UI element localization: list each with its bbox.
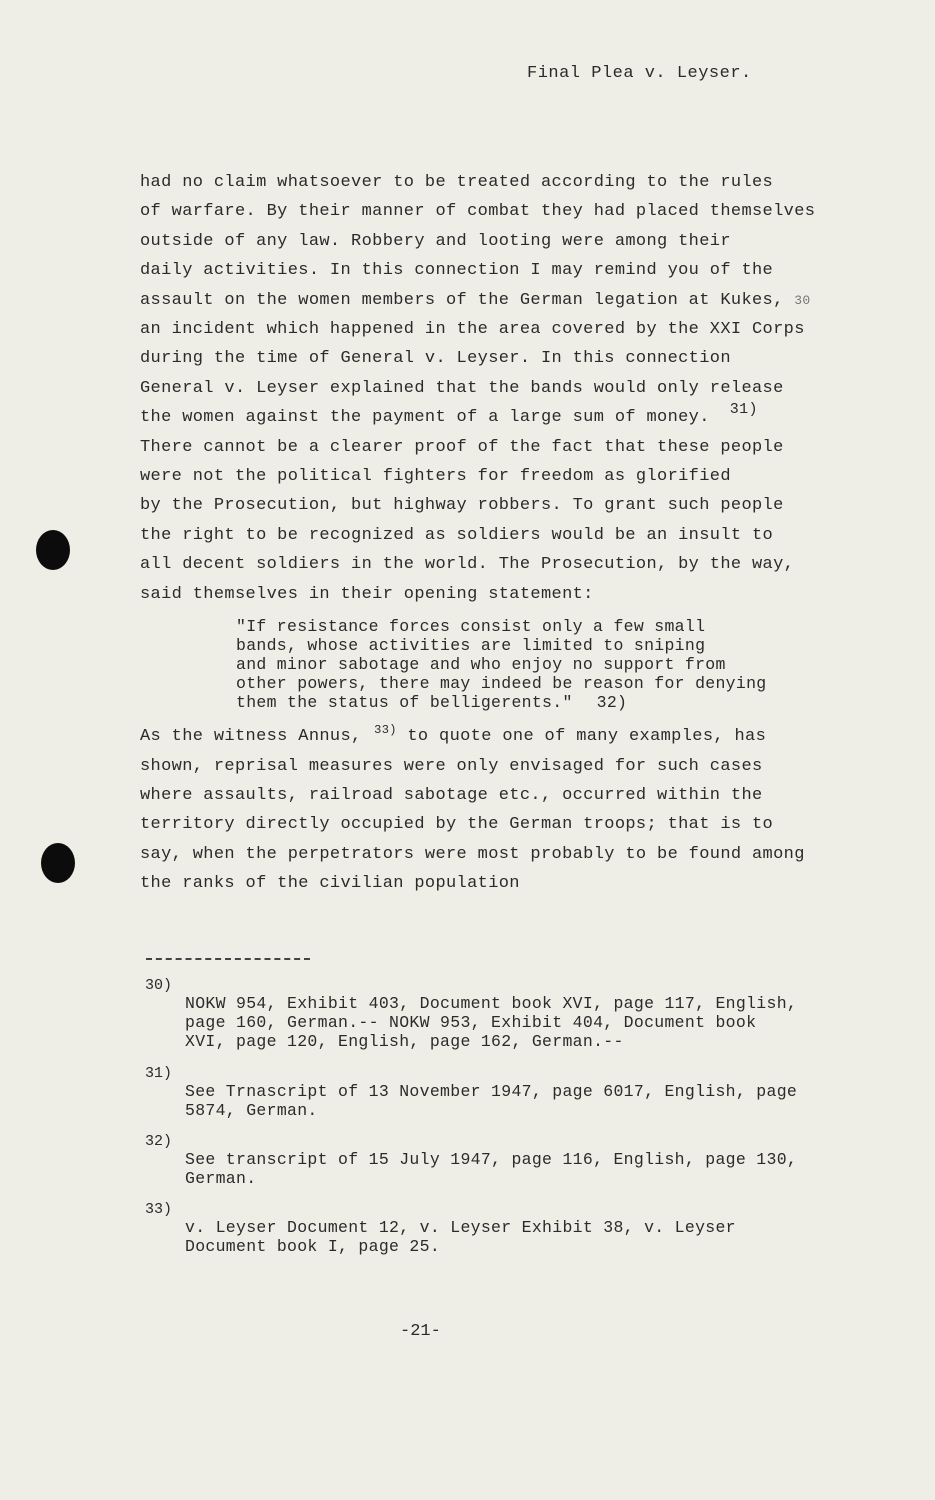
- text-line: of warfare. By their manner of combat they had placed themselves: [140, 202, 816, 222]
- quote-line: them the status of belligerents." 32): [236, 693, 628, 713]
- footnote-line: 5874, German.: [185, 1101, 318, 1120]
- footnote-divider: [146, 958, 310, 960]
- footnote-number: 33): [145, 1201, 173, 1218]
- page-header: Final Plea v. Leyser.: [527, 64, 752, 83]
- text-line: shown, reprisal measures were only envisaged for such cases: [140, 756, 763, 776]
- footnote-number: 30): [145, 977, 173, 994]
- footnote-31: [145, 1066, 905, 1120]
- footnote-ref-32: 32): [596, 693, 628, 713]
- text-line: were not the political fighters for freedom as glorified: [140, 467, 731, 487]
- footnote-line: v. Leyser Document 12, v. Leyser Exhibit 38, v. Leyser: [185, 1218, 736, 1237]
- text-line: General v. Leyser explained that the bands would only release: [140, 378, 784, 398]
- quote-line: bands, whose activities are limited to sniping: [236, 636, 706, 656]
- text-line: an incident which happened in the area covered by the XXI Corps: [140, 320, 805, 340]
- margin-reference: 30: [794, 292, 811, 308]
- quote-line: other powers, there may indeed be reason for denying: [236, 674, 767, 694]
- text-line: There cannot be a clearer proof of the fact that these people: [140, 437, 784, 457]
- text-line: assault on the women members of the German legation at Kukes, $^{30}$: [140, 290, 811, 310]
- punch-hole-lower: [41, 843, 75, 883]
- footnote-line: German.: [185, 1169, 257, 1188]
- text-line: the women against the payment of a large sum of money. 31): [140, 401, 758, 428]
- text-line: had no claim whatsoever to be treated according to the rules: [140, 173, 774, 192]
- text-line: during the time of General v. Leyser. In this connection: [140, 349, 731, 369]
- text-line: the right to be recognized as soldiers would be an insult to: [140, 525, 774, 545]
- footnote-number: 31): [145, 1065, 173, 1082]
- footnote-line: page 160, German.-- NOKW 953, Exhibit 404, Document book: [185, 1013, 757, 1032]
- footnote-line: See transcript of 15 July 1947, page 116, English, page 130,: [185, 1150, 798, 1169]
- quote-line: and minor sabotage and who enjoy no support from: [236, 655, 726, 675]
- text-line: said themselves in their opening statement:: [140, 584, 594, 604]
- punch-hole-upper: [36, 530, 70, 570]
- text-line: say, when the perpetrators were most probably to be found among: [140, 844, 805, 864]
- footnote-33: [145, 1202, 905, 1256]
- footnote-ref-33: 33): [374, 723, 397, 738]
- text-line: As the witness Annus, $^{33)}$ to quote one of many examples, has: [140, 723, 767, 747]
- text-line: the ranks of the civilian population: [140, 874, 520, 894]
- text-line: daily activities. In this connection I may remind you of the: [140, 261, 774, 281]
- footnote-32: [145, 1134, 905, 1188]
- footnote-line: XVI, page 120, English, page 162, German.--: [185, 1032, 624, 1051]
- text-line: where assaults, railroad sabotage etc., occurred within the: [140, 785, 763, 805]
- block-quote: [236, 617, 900, 712]
- text-line: by the Prosecution, but highway robbers. To grant such people: [140, 496, 784, 516]
- footnote-line: Document book I, page 25.: [185, 1237, 441, 1256]
- footnote-line: NOKW 954, Exhibit 403, Document book XVI, page 117, English,: [185, 994, 798, 1013]
- text-line: outside of any law. Robbery and looting were among their: [140, 231, 731, 251]
- quote-line: "If resistance forces consist only a few small: [236, 617, 706, 637]
- page-number: -21-: [400, 1322, 441, 1341]
- footnote-ref-31: 31): [729, 401, 758, 419]
- footnote-30: [145, 978, 905, 1051]
- main-text: [140, 168, 900, 899]
- text-line: territory directly occupied by the German troops; that is to: [140, 815, 774, 835]
- text-line: all decent soldiers in the world. The Prosecution, by the way,: [140, 555, 795, 575]
- footnote-line: See Trnascript of 13 November 1947, page 6017, English, page: [185, 1082, 798, 1101]
- footnote-number: 32): [145, 1133, 173, 1150]
